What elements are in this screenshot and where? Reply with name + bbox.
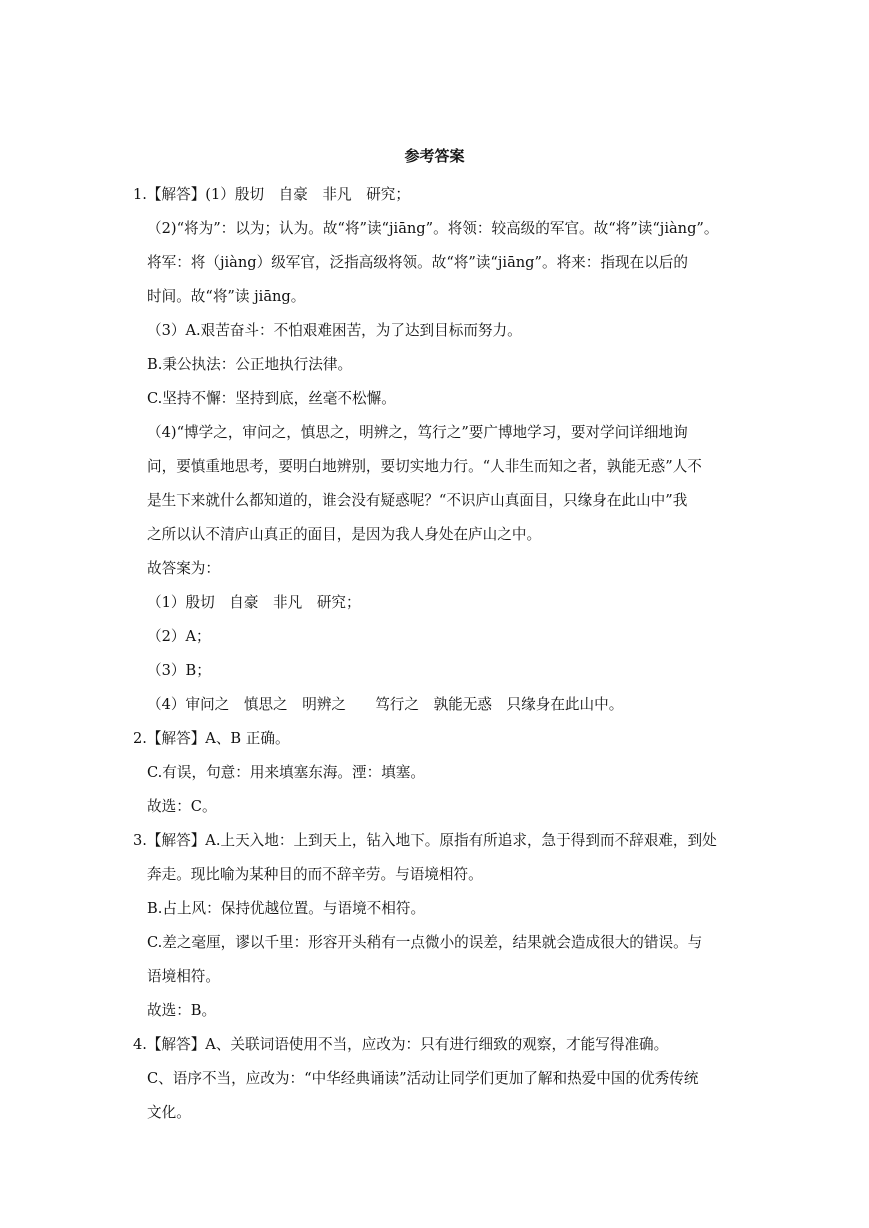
- page-title: 参考答案: [404, 147, 465, 165]
- answer-4-header: 4.【解答】A、关联词语使用不当，应改为：只有进行细致的观察，才能写得准确。: [133, 1036, 669, 1053]
- answer-3-c-line2: 语境相符。: [147, 968, 220, 985]
- answer-1-part3-b: B.秉公执法：公正地执行法律。: [147, 356, 353, 373]
- answer-1-final-2: （2）A；: [147, 628, 211, 645]
- answer-1-conclusion-label: 故答案为：: [147, 560, 220, 577]
- answer-3-header: 3.【解答】A.上天入地：上到天上，钻入地下。原指有所追求，急于得到而不辞艰难，到处: [133, 832, 717, 849]
- answer-1-final-1: （1）殷切 自豪 非凡 研究；: [147, 594, 361, 611]
- answer-body: [133, 178, 743, 1130]
- answer-1-final-4: （4）审问之 慎思之 明辨之 笃行之 孰能无惑 只缘身在此山中。: [147, 696, 624, 713]
- answer-3-a-cont: 奔走。现比喻为某种目的而不辞辛劳。与语境相符。: [147, 866, 483, 883]
- answer-4-c-line2: 文化。: [147, 1104, 191, 1121]
- answer-1-part3-c: C.坚持不懈：坚持到底，丝毫不松懈。: [147, 390, 396, 407]
- answer-1-part4-line2: 问，要慎重地思考，要明白地辨别，要切实地力行。“人非生而知之者，孰能无惑”人不: [147, 458, 702, 475]
- answer-1-header: 1.【解答】(1）殷切 自豪 非凡 研究；: [133, 186, 410, 203]
- answer-1-part4-line3: 是生下来就什么都知道的，谁会没有疑惑呢？“不识庐山真面目，只缘身在此山中”我: [147, 492, 688, 509]
- answer-1-part2-line2: 将军：将（jiàng）级军官，泛指高级将领。故“将”读“jiāng”。将来：指现在以后的: [147, 254, 688, 271]
- answer-3-b: B.占上风：保持优越位置。与语境不相符。: [147, 900, 426, 917]
- answer-3-choice: 故选：B。: [147, 1002, 217, 1019]
- answer-4-c-line1: C、语序不当，应改为：“中华经典诵读”活动让同学们更加了解和热爱中国的优秀传统: [147, 1070, 699, 1087]
- answer-1-part4-line4: 之所以认不清庐山真正的面目，是因为我人身处在庐山之中。: [147, 526, 542, 543]
- answer-1-part3-a: （3）A.艰苦奋斗：不怕艰难困苦，为了达到目标而努力。: [147, 322, 522, 339]
- answer-1-part2-line1: （2)“将为”：以为；认为。故“将”读“jiāng”。将领：较高级的军官。故“将”读“jiàng”。: [147, 220, 719, 237]
- answer-1-part4-line1: （4)“博学之，审问之，慎思之，明辨之，笃行之”要广博地学习，要对学问详细地询: [147, 424, 688, 441]
- answer-1-part2-line3: 时间。故“将”读 jiāng。: [147, 288, 306, 305]
- answer-1-final-3: （3）B；: [147, 662, 211, 679]
- answer-2-explanation: C.有误，句意：用来填塞东海。湮：填塞。: [147, 764, 425, 781]
- answer-2-header: 2.【解答】A、B 正确。: [133, 730, 290, 747]
- answer-3-c-line1: C.差之毫厘，谬以千里：形容开头稍有一点微小的误差，结果就会造成很大的错误。与: [147, 934, 703, 951]
- answer-2-choice: 故选：C。: [147, 798, 217, 815]
